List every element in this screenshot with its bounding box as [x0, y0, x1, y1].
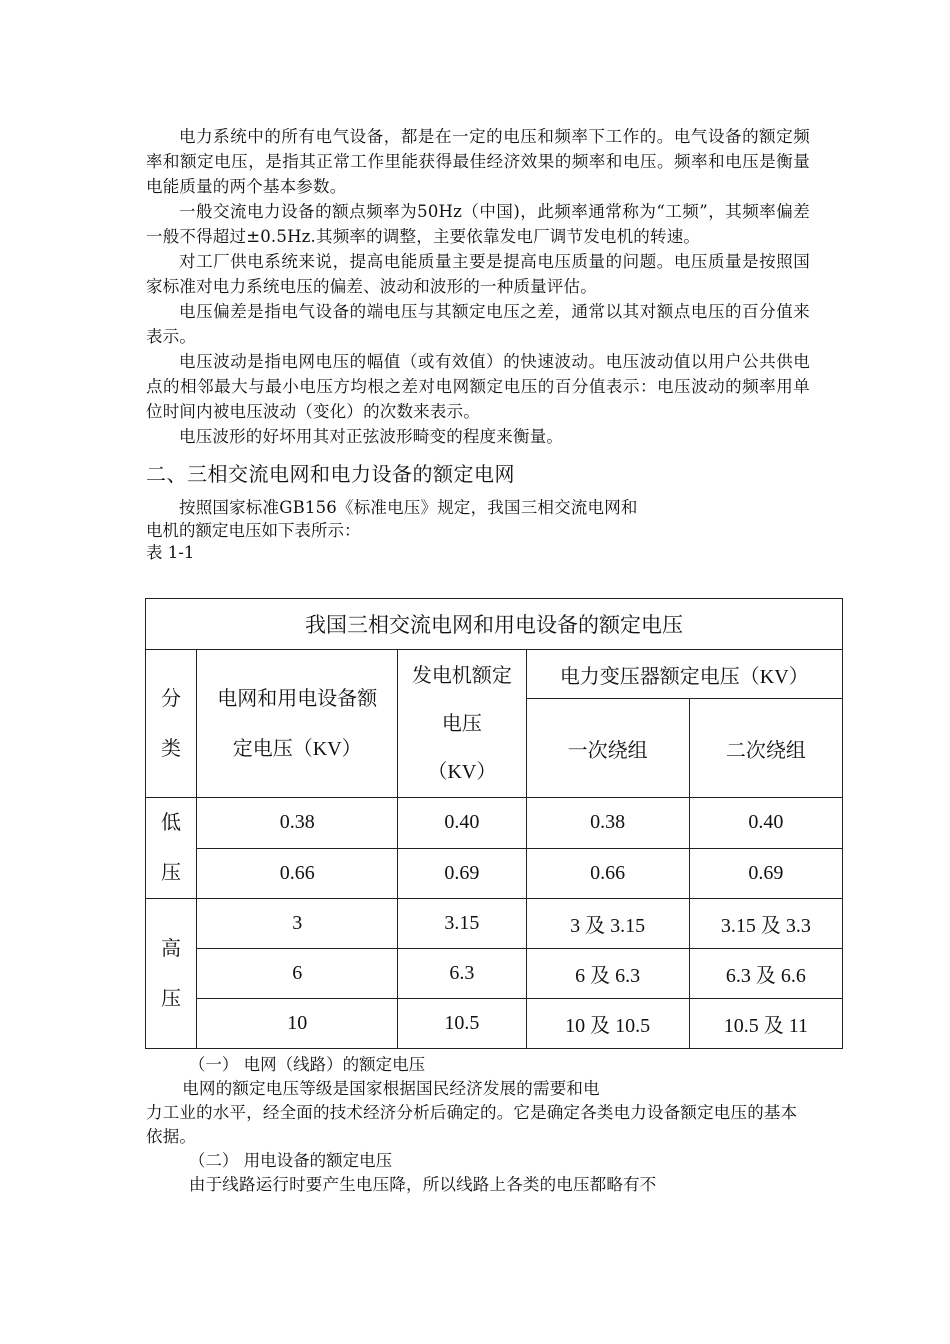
header-class-char: 分	[161, 687, 182, 710]
header-transformer-voltage: 电力变压器额定电压（KV）	[526, 650, 842, 699]
subsection-heading: （二） 用电设备的额定电压	[188, 1151, 393, 1170]
table-cell: 3 及 3.15	[526, 899, 689, 949]
paragraph: 对工厂供电系统来说，提高电能质量主要是提高电压质量的问题。电压质量是按照国家标准对电力系统电压的偏差、波动和波形的一种质量评估。	[146, 252, 810, 296]
class-low-voltage	[146, 798, 197, 899]
header-gen-line: （KV）	[427, 760, 497, 783]
header-gen-line: 发电机额定	[411, 664, 512, 687]
class-char: 压	[161, 862, 182, 884]
paragraph: 电压波动是指电网电压的幅值（或有效值）的快速波动。电压波动值以用户公共供电点的相邻最大与最小电压方均根之差对电网额定电压的百分值表示：电压波动的频率用单位时间内被电压波动（变化）的次数来表示。	[146, 352, 810, 421]
table-cell: 6.3 及 6.6	[689, 949, 842, 999]
table-title: 我国三相交流电网和用电设备的额定电压	[146, 599, 843, 650]
table-cell: 10.5	[398, 999, 526, 1049]
paragraph-line: 由于线路运行时要产生电压降，所以线路上各类的电压都略有不	[188, 1175, 657, 1194]
table-cell: 10	[197, 999, 398, 1049]
table-cell: 0.40	[689, 798, 842, 849]
paragraph: 电压偏差是指电气设备的端电压与其额定电压之差，通常以其对额点电压的百分值来表示。	[146, 302, 810, 346]
table-cell: 0.66	[526, 848, 689, 899]
section-heading: 二、三相交流电网和电力设备的额定电网	[146, 462, 515, 486]
table-cell: 0.66	[197, 848, 398, 899]
paragraph: 电压波形的好坏用其对正弦波形畸变的程度来衡量。	[179, 427, 564, 446]
paragraph-line: 力工业的水平，经全面的技术经济分析后确定的。它是确定各类电力设备额定电压的基本依据。	[146, 1103, 798, 1146]
table-cell: 0.69	[398, 848, 526, 899]
table-cell: 0.40	[398, 798, 526, 849]
table-cell: 3	[197, 899, 398, 949]
table-cell: 0.69	[689, 848, 842, 899]
intro-line: 电机的额定电压如下表所示：	[146, 521, 361, 540]
table-cell: 10.5 及 11	[689, 999, 842, 1049]
class-char: 低	[161, 812, 182, 834]
class-high-voltage	[146, 899, 197, 1049]
table-cell: 6 及 6.3	[526, 949, 689, 999]
subsection-heading: （一） 电网（线路）的额定电压	[188, 1055, 426, 1074]
paragraph-line: 电网的额定电压等级是国家根据国民经济发展的需要和电	[182, 1079, 600, 1098]
header-generator-voltage	[398, 650, 526, 798]
header-grid-voltage	[197, 650, 398, 798]
table-cell: 3.15	[398, 899, 526, 949]
header-primary-winding: 一次绕组	[526, 699, 689, 798]
header-grid-line: 电网和用电设备额	[217, 687, 378, 710]
table-label: 表 1-1	[146, 543, 195, 562]
class-char: 高	[161, 937, 182, 960]
table-cell: 6	[197, 949, 398, 999]
header-secondary-winding: 二次绕组	[689, 699, 842, 798]
paragraph: 电力系统中的所有电气设备，都是在一定的电压和频率下工作的。电气设备的额定频率和额定电压，是指其正常工作里能获得最佳经济效果的频率和电压。频率和电压是衡量电能质量的两个基本参数。	[146, 127, 810, 196]
header-grid-line: 定电压（KV）	[232, 737, 362, 760]
header-gen-line: 电压	[441, 712, 482, 735]
table-cell: 3.15 及 3.3	[689, 899, 842, 949]
paragraph: 一般交流电力设备的额点频率为50Hz（中国)，此频率通常称为“工频”，其频率偏差一般不得超过±0.5Hz.其频率的调整，主要依靠发电厂调节发电机的转速。	[146, 202, 810, 246]
header-class	[146, 650, 197, 798]
document-body-continued	[146, 1053, 810, 1197]
document-body	[146, 124, 810, 564]
table-cell: 0.38	[197, 798, 398, 849]
class-char: 压	[161, 987, 182, 1010]
header-class-char: 类	[161, 737, 182, 760]
voltage-table	[145, 598, 843, 1049]
table-cell: 6.3	[398, 949, 526, 999]
table-cell: 0.38	[526, 798, 689, 849]
intro-line: 按照国家标准GB156《标准电压》规定，我国三相交流电网和	[179, 498, 638, 517]
table-cell: 10 及 10.5	[526, 999, 689, 1049]
